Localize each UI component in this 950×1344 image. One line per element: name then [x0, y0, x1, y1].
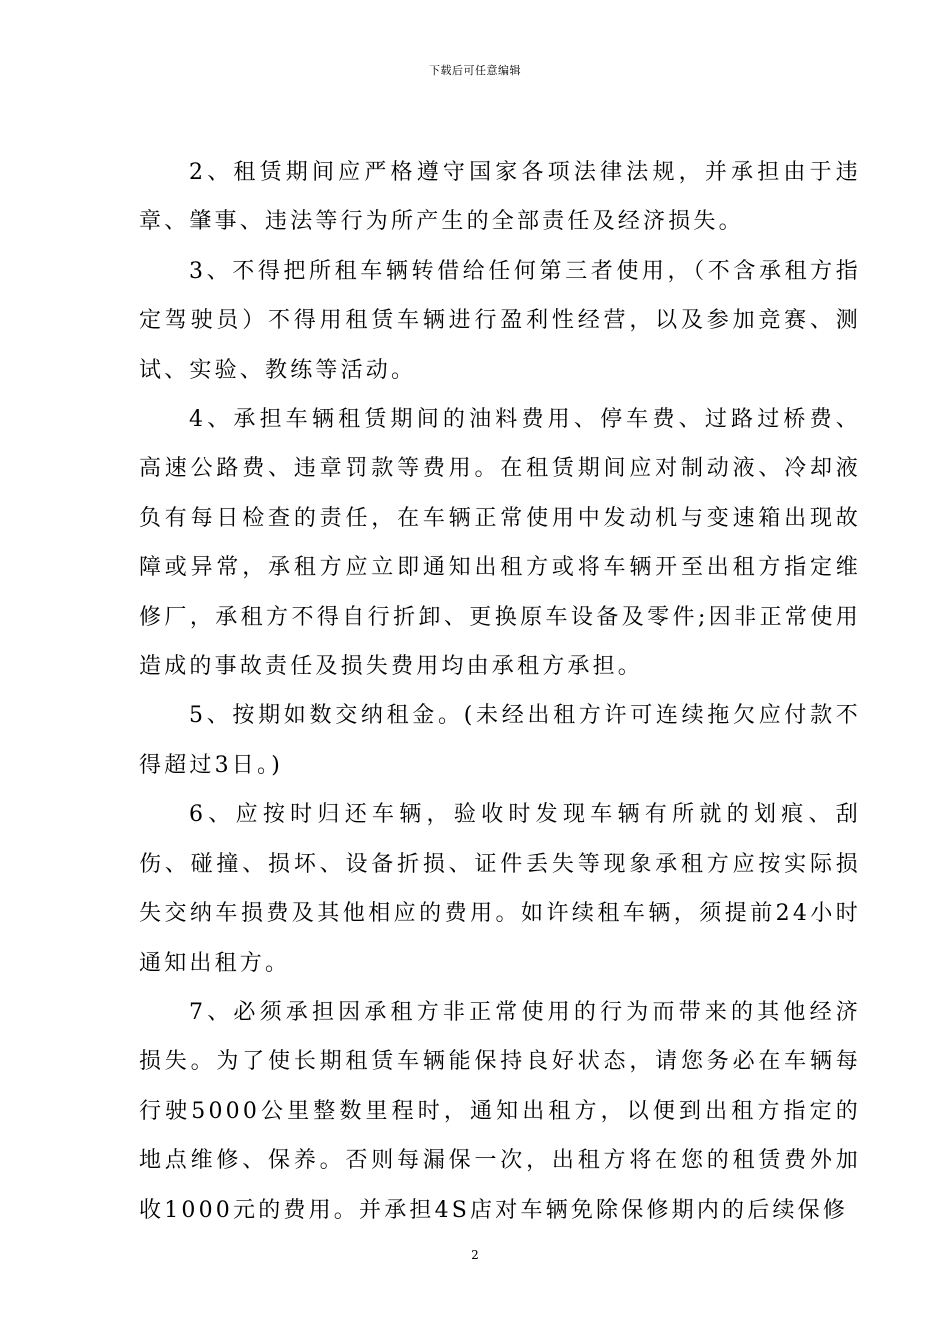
page-header: 下载后可任意编辑: [429, 64, 521, 77]
page-number: 2: [471, 1248, 479, 1262]
paragraph-clause-4: 4、承担车辆租赁期间的油料费用、停车费、过路过桥费、高速公路费、违章罚款等费用。在租赁期间应对制动液、冷却液负有每日检查的责任，在车辆正常使用中发动机与变速箱出现故障或异常，承租方应立即通知出租方或将车辆开至出租方指定维修厂，承租方不得自行折卸、更换原车设备及零件;因非正常使用造成的事故责任及损失费用均由承租方承担。: [139, 407, 861, 680]
paragraph-clause-3: 3、不得把所租车辆转借给任何第三者使用，（不含承租方指定驾驶员）不得用租赁车辆进行盈利性经营，以及参加竞赛、测试、实验、教练等活动。: [139, 258, 861, 383]
paragraph-clause-6: 6、应按时归还车辆，验收时发现车辆有所就的划痕、刮伤、碰撞、损坏、设备折损、证件丢失等现象承租方应按实际损失交纳车损费及其他相应的费用。如许续租车辆，须提前24小时通知出租方。: [139, 802, 861, 976]
document-body: [139, 148, 861, 1235]
paragraph-clause-5: 5、按期如数交纳租金。(未经出租方许可连续拖欠应付款不得超过3日。): [139, 703, 861, 778]
paragraph-clause-7: 7、必须承担因承租方非正常使用的行为而带来的其他经济损失。为了使长期租赁车辆能保持良好状态，请您务必在车辆每行驶5000公里整数里程时，通知出租方，以便到出租方指定的地点维修、保养。否则每漏保一次，出租方将在您的租赁费外加收1000元的费用。并承担4S店对车辆免除保修期内的后续保修: [139, 999, 861, 1223]
paragraph-clause-2: 2、租赁期间应严格遵守国家各项法律法规，并承担由于违章、肇事、违法等行为所产生的全部责任及经济损失。: [139, 160, 861, 235]
